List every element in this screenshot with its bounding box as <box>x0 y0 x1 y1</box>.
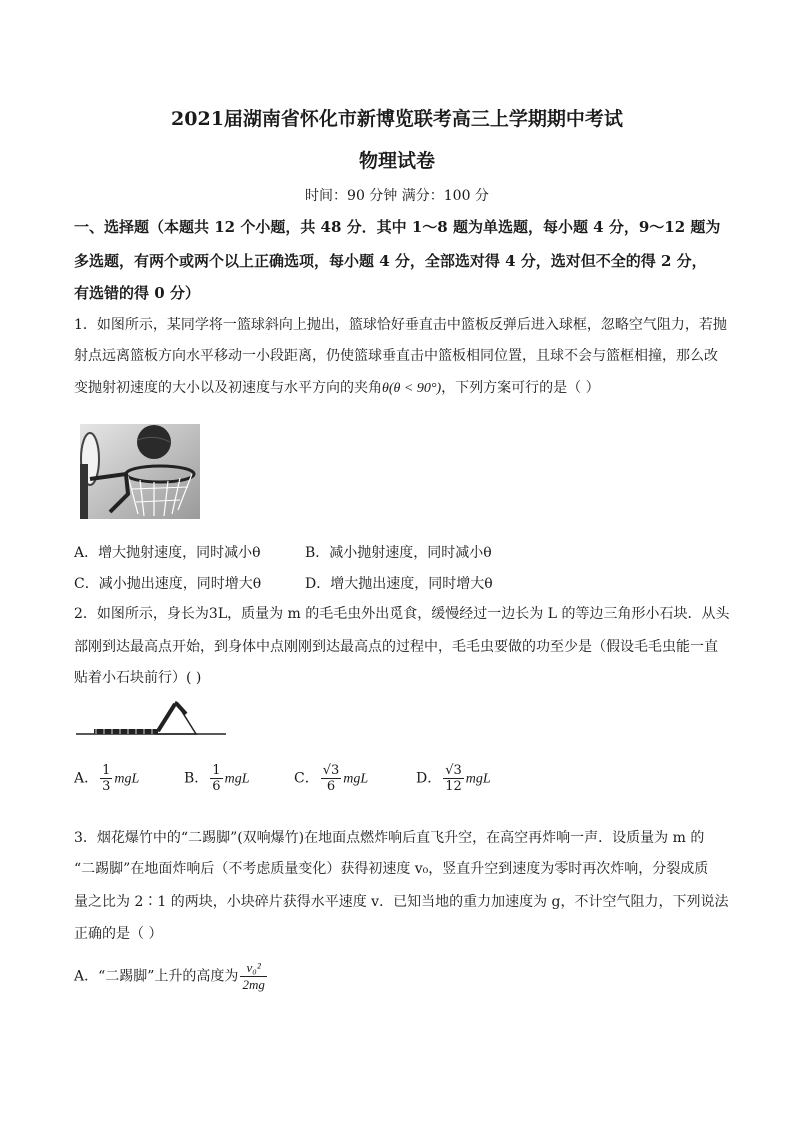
section-instructions-line-3: 有选错的得 0 分） <box>74 284 200 302</box>
q3-text-line-2: “二踢脚”在地面炸响后（不考虑质量变化）获得初速度 v₀，竖直升空到速度为零时再次炸响，分裂成质 <box>74 861 709 877</box>
q3-option-a: A．“二踢脚”上升的高度为 $\frac{\text{v₀²}}{2mg}$ <box>74 960 265 992</box>
q2-option-d: D． $\frac{√3}{12}$ mgL <box>416 763 491 794</box>
q2-text-line-1: 2．如图所示，身长为3L，质量为 m 的毛毛虫外出觅食，缓慢经过一边长为 L 的等边三角形小石块．从头 <box>74 606 730 622</box>
q3-text-line-3: 量之比为 2∶1 的两块，小块碎片获得水平速度 v．已知当地的重力加速度为 g，不计空气阻力，下列说法 <box>74 894 729 910</box>
exam-title: 2021届湖南省怀化市新博览联考高三上学期期中考试 <box>171 108 623 130</box>
q1-text-line-1: 1．如图所示，某同学将一篮球斜向上抛出，篮球恰好垂直击中篮板反弹后进入球框，忽略空气阻力，若抛 <box>74 317 727 333</box>
q2-option-a: A． $\frac{1}{3}$ mgL <box>74 763 140 794</box>
q1-text-line-3-tail: ，下列方案可行的是（ ） <box>441 380 600 396</box>
q1-text-line-3 <box>74 377 734 397</box>
section-instructions-line-2: 多选题，有两个或两个以上正确选项，每小题 4 分，全部选对得 4 分，选对但不全的得 2 分， <box>74 252 707 270</box>
q1-angle-expression: θ(θ < 90°) <box>382 381 442 396</box>
q1-option-c: C．减小抛出速度，同时增大θ <box>74 576 262 592</box>
q3-text-line-1: 3．烟花爆竹中的“二踢脚”(双响爆竹)在地面点燃炸响后直飞升空，在高空再炸响一声．设质量为 m 的 <box>74 830 705 846</box>
exam-info: 时间：90 分钟 满分：100 分 <box>305 188 489 204</box>
basketball-hoop-figure <box>80 424 200 519</box>
q2-text-line-3: 贴着小石块前行）( ) <box>74 670 202 686</box>
q2-text-line-2: 部刚到达最高点开始，到身体中点刚刚到达最高点的过程中，毛毛虫要做的功至少是（假设毛毛虫能一直 <box>74 639 718 655</box>
q1-option-a: A．增大抛射速度，同时减小θ <box>74 545 261 561</box>
exam-subtitle: 物理试卷 <box>358 150 435 172</box>
q3-text-line-4: 正确的是（ ） <box>74 926 163 942</box>
q1-text-line-2: 射点远离篮板方向水平移动一小段距离，仍使篮球垂直击中篮板相同位置，且球不会与篮框相撞，那么改 <box>74 348 718 364</box>
q2-option-c: C． $\frac{√3}{6}$ mgL <box>294 763 369 794</box>
q1-text-line-3-main: 变抛射初速度的大小以及初速度与水平方向的夹角 <box>74 380 382 396</box>
q1-option-d: D．增大抛出速度，同时增大θ <box>305 576 493 592</box>
caterpillar-triangle-figure <box>76 698 226 738</box>
q1-option-b: B．减小抛射速度，同时减小θ <box>305 545 492 561</box>
q2-option-b: B． $\frac{1}{6}$ mgL <box>184 763 250 794</box>
section-instructions-line-1: 一、选择题（本题共 12 个小题，共 48 分．其中 1～8 题为单选题，每小题 4 分，9～12 题为 <box>74 218 721 236</box>
